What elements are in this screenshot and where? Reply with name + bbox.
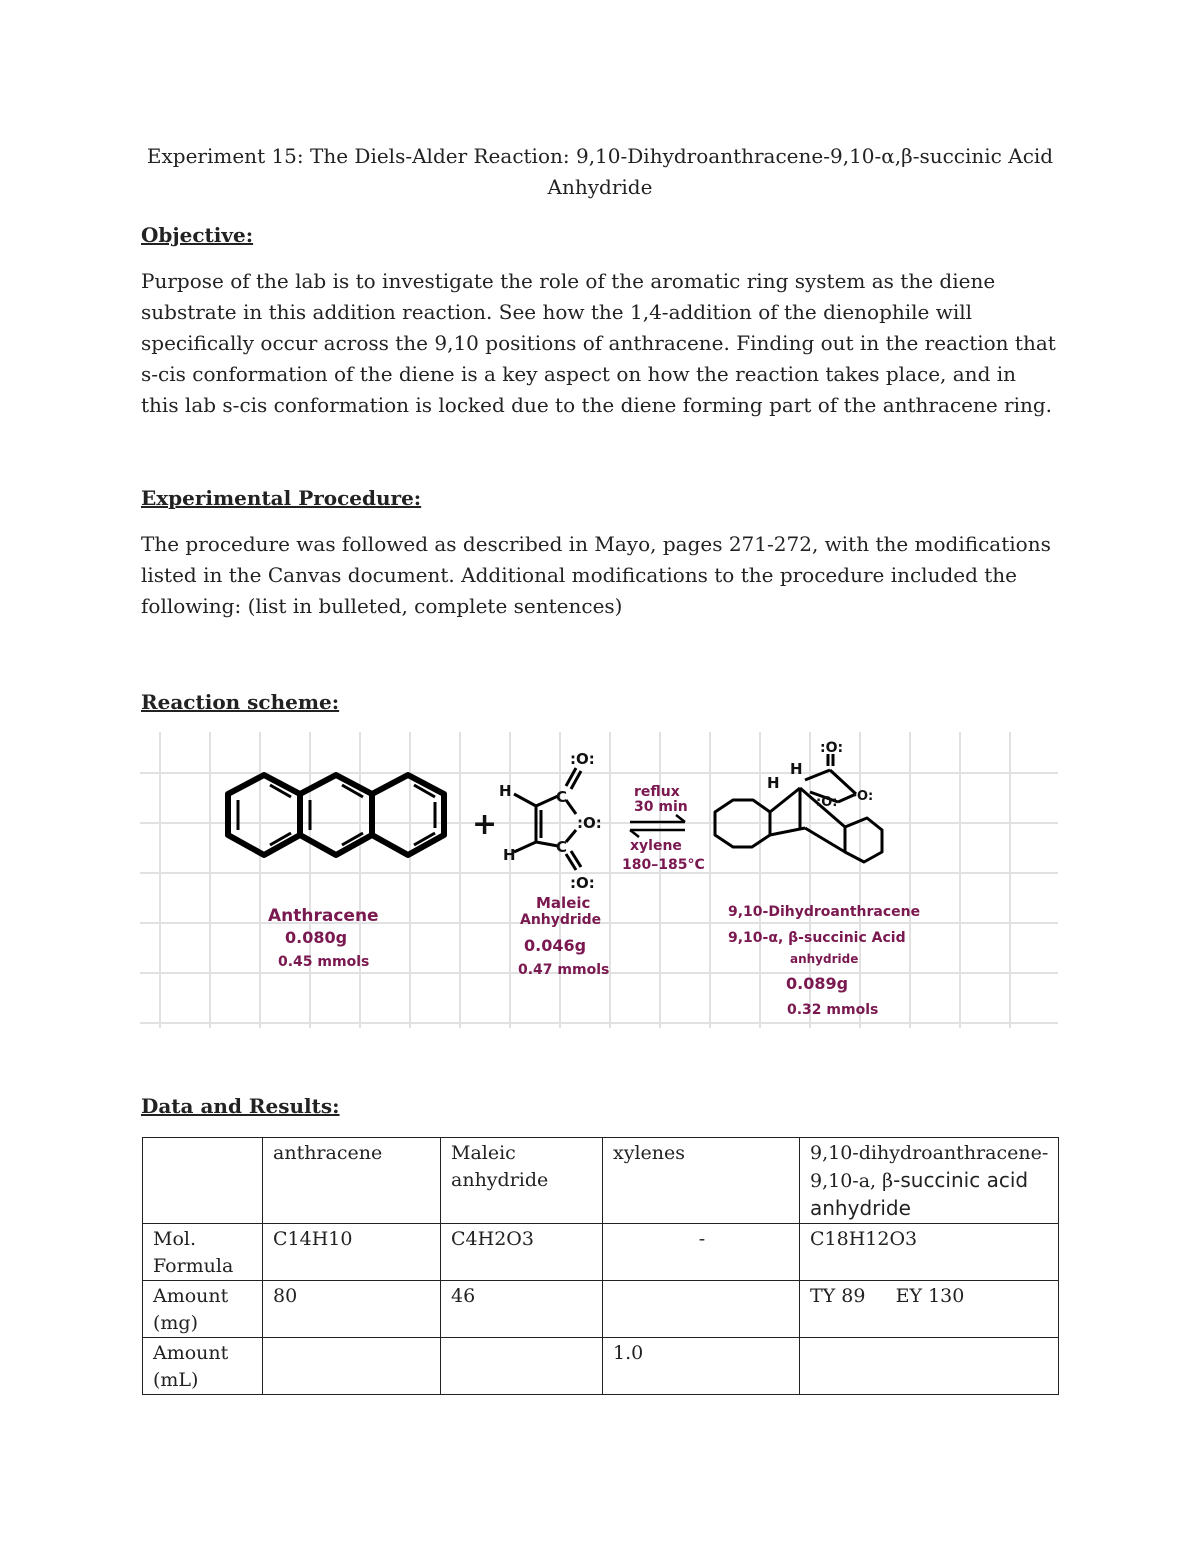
maleic-mmol: 0.47 mmols [518,962,610,978]
product-o-top: :O: [820,740,844,756]
table-cell: 80 [263,1281,441,1338]
plus-sign: + [472,807,498,842]
document-title [140,141,1060,203]
maleic-mass: 0.046g [524,936,587,955]
title-line-2: Anhydride [547,175,653,199]
product-name-line3: anhydride [790,952,859,966]
table-cell: - [603,1224,800,1281]
product-name-line1: 9,10-Dihydroanthracene [728,904,921,920]
product-header-serif: 9,10-dihydroanthracene-9,10-a, β [810,1142,1049,1192]
maleic-c-top: C [556,788,568,806]
table-cell: C14H10 [263,1224,441,1281]
objective-text: Purpose of the lab is to investigate the role of the aromatic ring system as the diene substrate in this addition reaction. See how the 1,4-addition of the dienophile will specifically occur across the 9,10 positions of anthracene. Finding out in the reaction that s-cis conformation of the diene is a key aspect on how the reaction takes place, and in this lab s-cis conformation is locked due to the diene forming part of the anthracene ring. [141,269,1056,417]
condition-solvent: xylene [630,838,682,854]
table-header-cell [143,1138,263,1224]
maleic-name-line1: Maleic [536,894,591,912]
condition-reflux: reflux [634,784,680,800]
grid-paper [140,732,1058,1028]
procedure-heading: Experimental Procedure: [141,486,422,510]
table-cell [441,1338,603,1395]
table-cell [263,1338,441,1395]
maleic-name-line2: Anhydride [520,912,602,928]
maleic-o-bottom: :O: [570,874,595,892]
reaction-scheme-figure [140,730,1060,1030]
product-name-line2: 9,10-α, β-succinic Acid [728,930,906,946]
results-heading: Data and Results: [141,1094,340,1118]
table-header-cell-product [800,1138,1059,1224]
product-h-left: H [767,774,780,792]
table-cell: Amount (mg) [143,1281,263,1338]
table-cell: C4H2O3 [441,1224,603,1281]
maleic-anhydride-structure [514,768,581,870]
maleic-o-ring: :O: [577,814,602,832]
maleic-h-top: H [499,782,512,800]
procedure-text: The procedure was followed as described in Mayo, pages 271-272, with the modifications listed in the Canvas document. Additional modifications to the procedure included the following: (list in bulleted, complete sentences) [141,532,1051,618]
table-header-cell: Maleic anhydride [441,1138,603,1224]
title-line-1: Experiment 15: The Diels-Alder Reaction: 9,10-Dihydroanthracene-9,10-α,β-succinic Acid [146,144,1054,168]
product-mass: 0.089g [786,974,849,993]
table-header-row [143,1138,1059,1224]
table-cell: Amount (mL) [143,1338,263,1395]
objective-heading: Objective: [141,223,254,247]
condition-time: 30 min [634,799,688,815]
table-cell: 1.0 [603,1338,800,1395]
table-row [143,1281,1059,1338]
maleic-c-bottom: C [556,838,568,856]
condition-temperature: 180–185°C [622,857,705,873]
table-row [143,1224,1059,1281]
table-cell: C18H12O3 [800,1224,1059,1281]
table-cell: 46 [441,1281,603,1338]
results-table [142,1137,1059,1395]
table-row [143,1338,1059,1395]
table-cell: Mol. Formula [143,1224,263,1281]
table-cell: TY 89 EY 130 [800,1281,1059,1338]
anthracene-mmol: 0.45 mmols [278,954,370,970]
anthracene-name: Anthracene [268,906,379,926]
product-o-right: ·O: [852,789,874,804]
scheme-heading: Reaction scheme: [141,690,340,714]
table-cell [603,1281,800,1338]
product-h-top: H [790,760,803,778]
product-header-sans: -succinic acid anhydride [810,1168,1029,1220]
table-header-cell: anthracene [263,1138,441,1224]
product-mmol: 0.32 mmols [787,1002,879,1018]
maleic-o-top: :O: [570,750,595,768]
product-o-ring: :O: [816,795,838,810]
equilibrium-arrow [630,815,685,837]
anthracene-mass: 0.080g [285,928,348,947]
maleic-h-bottom: H [503,846,516,864]
table-cell [800,1338,1059,1395]
table-header-cell: xylenes [603,1138,800,1224]
